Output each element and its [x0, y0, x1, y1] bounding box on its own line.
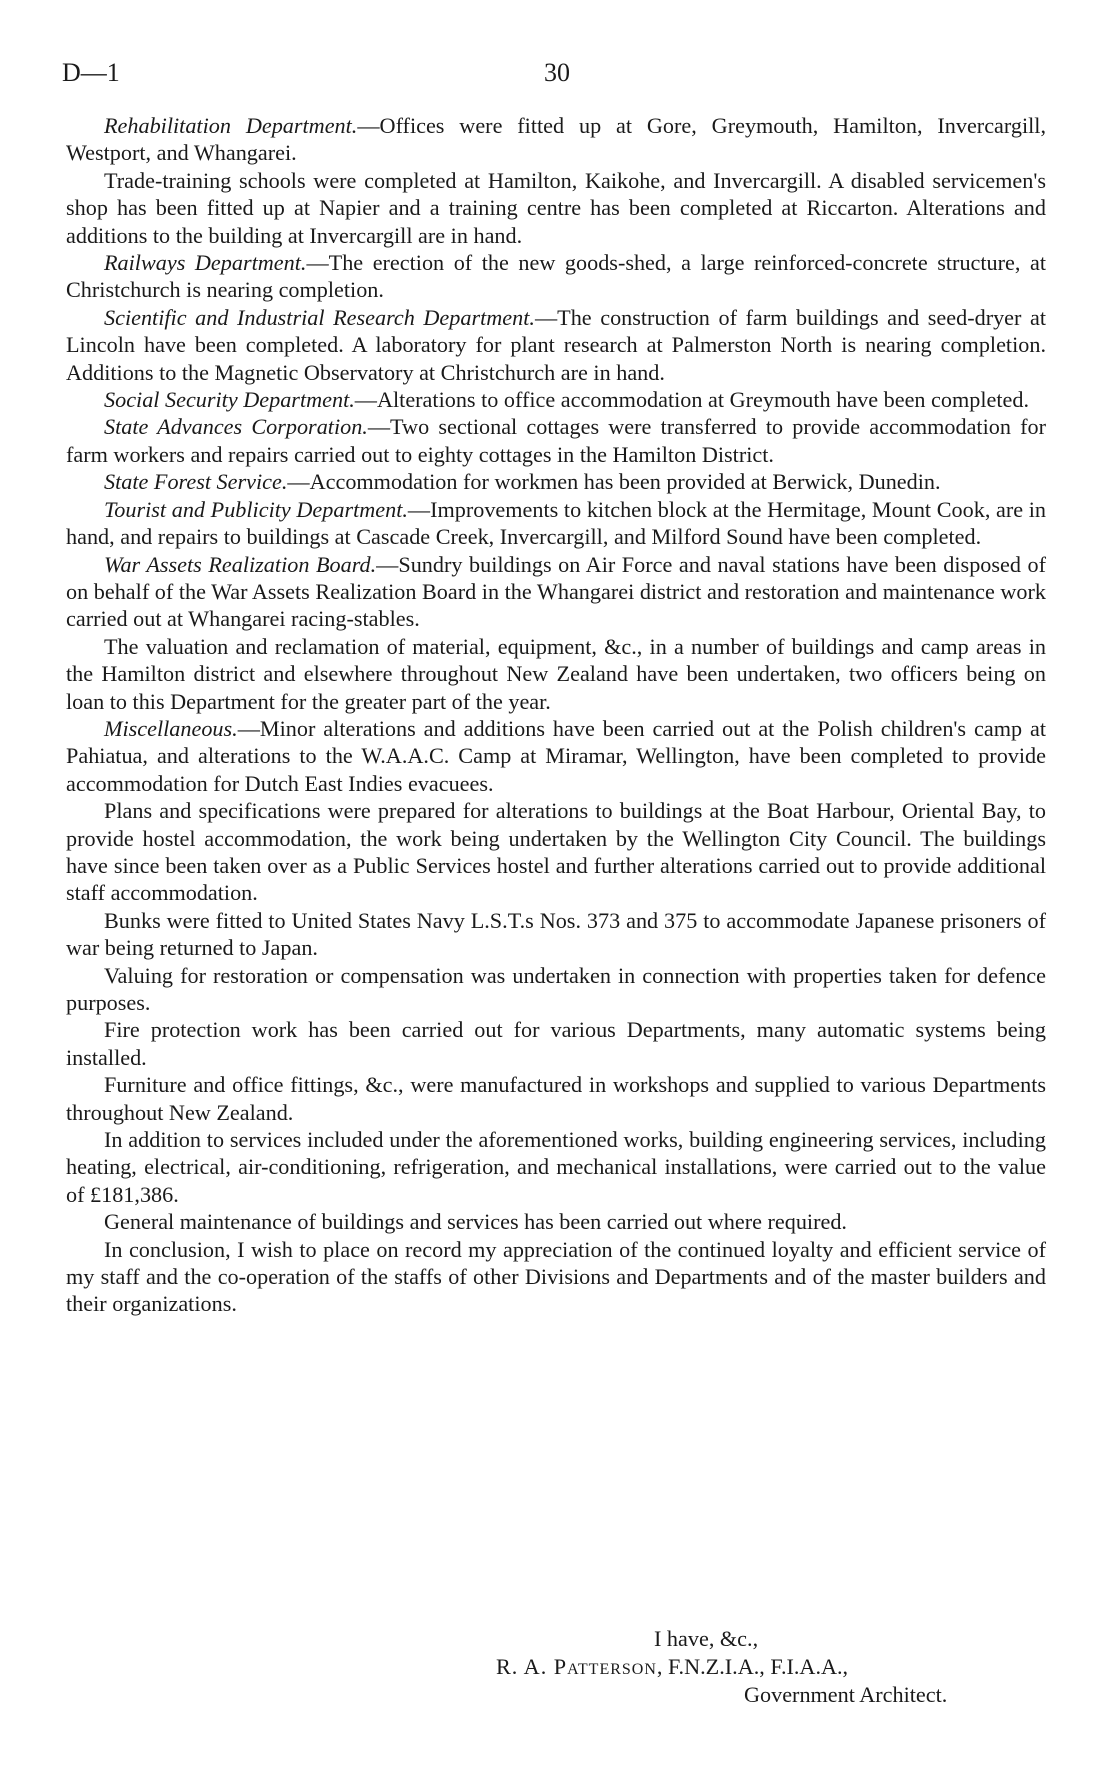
paragraph [66, 1126, 1046, 1208]
paragraph-text: —Two sectional cottages were transferred to provide accommodation for farm workers and repairs carried out to eighty cottages in the Hamilton District. [66, 414, 1046, 467]
paragraph-text: —The erection of the new goods-shed, a large reinforced-concrete structure, at Christchurch is nearing completion. [66, 250, 1046, 303]
paragraph-text: —Accommodation for workmen has been provided at Berwick, Dunedin. [287, 469, 941, 495]
paragraph [66, 715, 1046, 797]
document-code: D—1 [62, 58, 120, 87]
paragraph-text: —Sundry buildings on Air Force and naval stations have been disposed of on behalf of the War Assets Realization Board in the Whangarei district and restoration and maintenance work carried out at Whangarei racing-stables. [66, 551, 1046, 632]
paragraph-heading: Miscellaneous. [104, 715, 238, 741]
body-text [66, 112, 1046, 1318]
paragraph-heading: Rehabilitation Department. [104, 113, 358, 138]
signature-closing: I have, &c., [654, 1626, 759, 1651]
paragraph [66, 907, 1046, 962]
paragraph [66, 496, 1046, 551]
paragraph [66, 413, 1046, 468]
paragraph-text: General maintenance of buildings and services has been carried out where required. [104, 1209, 847, 1235]
paragraph-text: Valuing for restoration or compensation was undertaken in connection with properties taken for defence purposes. [66, 962, 1046, 1015]
signatory-credentials: , F.N.Z.I.A., F.I.A.A., [656, 1654, 849, 1679]
paragraph [66, 551, 1046, 633]
signatory-name: R. A. Patterson [496, 1654, 657, 1679]
paragraph-heading: Tourist and Publicity Department. [104, 496, 408, 522]
paragraph-text: Plans and specifications were prepared for alterations to buildings at the Boat Harbour, Oriental Bay, to provide hostel accommodation, the work being undertaken by the Wellington City Council. The buildings have since been taken over as a Public Services hostel and further alterations carried out to provide additional staff accommodation. [66, 798, 1046, 906]
page-number: 30 [544, 58, 570, 87]
paragraph-text: —Minor alterations and additions have been carried out at the Polish children's camp at Pahiatua, and alterations to the W.A.A.C. Camp at Miramar, Wellington, have been completed to provide accommodation for Dutch East Indies evacuees. [66, 715, 1046, 796]
paragraph-text: Trade-training schools were completed at Hamilton, Kaikohe, and Invercargill. A disabled servicemen's shop has been fitted up at Napier and a training centre has been completed at Riccarton. Alterations and additions to the building at Invercargill are in hand. [66, 167, 1046, 248]
paragraph [66, 797, 1046, 907]
paragraph [66, 304, 1046, 386]
paragraph [66, 962, 1046, 1017]
paragraph [66, 249, 1046, 304]
paragraph-text: The valuation and reclamation of material, equipment, &c., in a number of buildings and camp areas in the Hamilton district and elsewhere throughout New Zealand have been undertaken, two officers being on loan to this Department for the greater part of the year. [66, 633, 1046, 714]
signatory-title: Government Architect. [744, 1682, 948, 1707]
paragraph-text: Furniture and office fittings, &c., were manufactured in workshops and supplied to various Departments throughout New Zealand. [66, 1072, 1046, 1125]
paragraph [66, 1016, 1046, 1071]
paragraph [66, 112, 1046, 167]
paragraph [66, 633, 1046, 715]
paragraph-text: —The construction of farm buildings and seed-dryer at Lincoln have been completed. A laboratory for plant research at Palmerston North is nearing completion. Additions to the Magnetic Observatory at Christchurch are in hand. [66, 304, 1047, 385]
paragraph [66, 386, 1046, 413]
paragraph-heading: War Assets Realization Board. [104, 551, 377, 577]
paragraph [66, 468, 1046, 495]
paragraph [66, 1208, 1046, 1235]
paragraph-text: In conclusion, I wish to place on record my appreciation of the continued loyalty and efficient service of my staff and the co-operation of the staffs of other Divisions and Departments and of the master builders and their organizations. [66, 1236, 1046, 1317]
signature-line [0, 1654, 1114, 1680]
paragraph [66, 1236, 1046, 1318]
paragraph-text: Bunks were fitted to United States Navy L.S.T.s Nos. 373 and 375 to accommodate Japanese prisoners of war being returned to Japan. [66, 907, 1046, 961]
paragraph-text: —Offices were fitted up at Gore, Greymouth, Hamilton, Invercargill, Westport, and Whangarei. [66, 113, 1047, 166]
paragraph [66, 1071, 1046, 1126]
paragraph-text: In addition to services included under the aforementioned works, building engineering services, including heating, electrical, air-conditioning, refrigeration, and mechanical installations, were carried out to the value of £181,386. [66, 1127, 1046, 1207]
paragraph-heading: State Forest Service. [104, 469, 288, 495]
paragraph-heading: Social Security Department. [104, 387, 355, 413]
paragraph-text: —Improvements to kitchen block at the Hermitage, Mount Cook, are in hand, and repairs to buildings at Cascade Creek, Invercargill, and Milford Sound have been completed. [66, 496, 1046, 550]
paragraph-heading: Scientific and Industrial Research Department. [104, 304, 535, 330]
page-header [62, 58, 1052, 92]
paragraph-heading: State Advances Corporation. [104, 414, 368, 440]
paragraph [66, 167, 1046, 249]
paragraph-heading: Railways Department. [104, 250, 307, 276]
paragraph-text: —Alterations to office accommodation at Greymouth have been completed. [354, 387, 1030, 413]
paragraph-text: Fire protection work has been carried out for various Departments, many automatic systems being installed. [66, 1017, 1046, 1070]
